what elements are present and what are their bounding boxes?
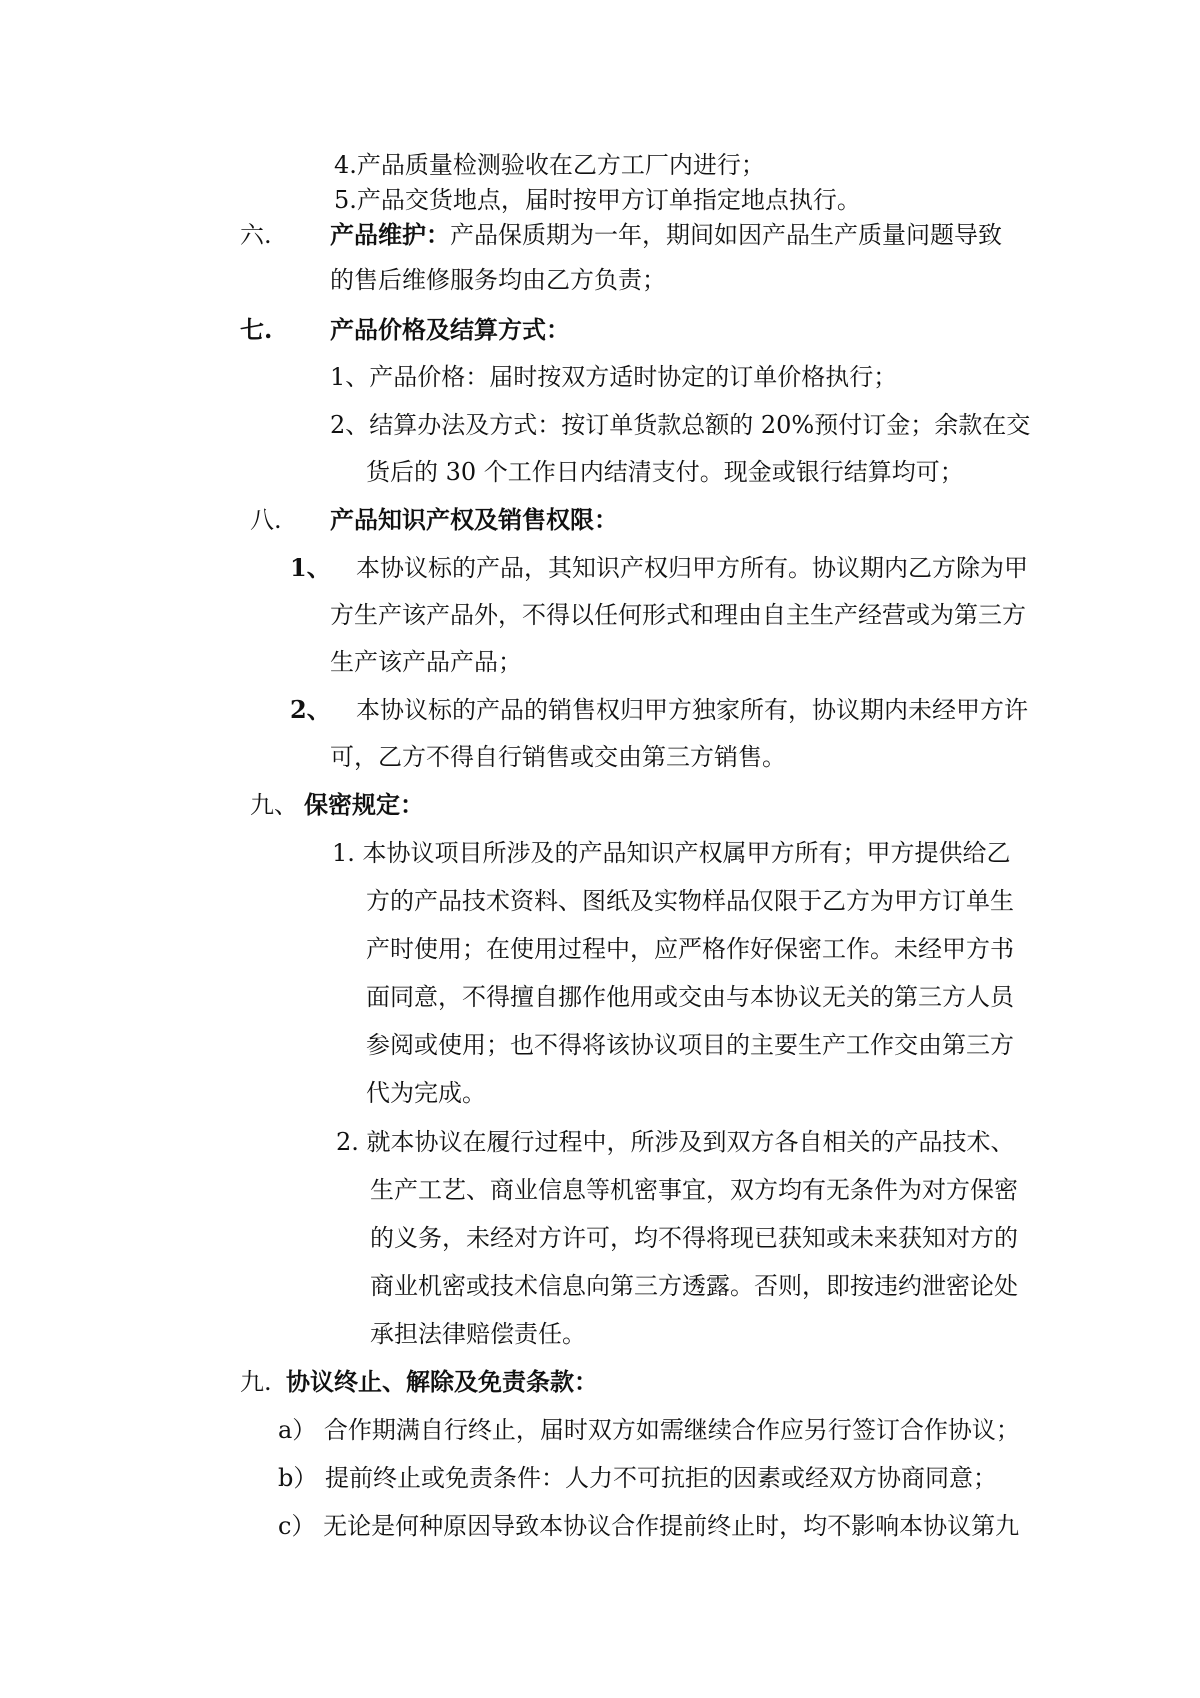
s9-title: 保密规定： [304,790,424,819]
s9-item-1-line-2: 方的产品技术资料、图纸及实物样品仅限于乙方为甲方订单生 [366,887,1014,915]
s9-item-2-line-1: 2. 就本协议在履行过程中，所涉及到双方各自相关的产品技术、 [336,1128,1015,1156]
s7-item-2-line-1: 2、结算办法及方式：按订单货款总额的 20%预付订金；余款在交 [330,411,1031,439]
s10-title: 协议终止、解除及免责条款： [286,1367,598,1396]
s8-item-1-line-1: 本协议标的产品，其知识产权归甲方所有。协议期内乙方除为甲 [356,554,1028,582]
s9-item-2-line-2: 生产工艺、商业信息等机密事宜，双方均有无条件为对方保密 [370,1176,1018,1204]
s6-number: 六. [240,221,272,249]
s8-item-2-line-1: 本协议标的产品的销售权归甲方独家所有，协议期内未经甲方许 [356,696,1028,724]
s7-number: 七. [240,315,273,344]
s6-text-1: 产品保质期为一年，期间如因产品生产质量问题导致 [450,221,1002,249]
s10-item-a: a） 合作期满自行终止，届时双方如需继续合作应另行签订合作协议； [278,1416,1020,1444]
s9-item-1-line-3: 产时使用；在使用过程中，应严格作好保密工作。未经甲方书 [366,935,1014,963]
s8-item-2-number: 2、 [290,695,331,724]
s8-item-2-line-2: 可，乙方不得自行销售或交由第三方销售。 [330,743,786,771]
s5-item-5: 5.产品交货地点，届时按甲方订单指定地点执行。 [334,186,861,214]
s9-item-1-line-4: 面同意，不得擅自挪作他用或交由与本协议无关的第三方人员 [366,983,1014,1011]
s8-item-1-number: 1、 [290,553,331,582]
s9-item-2-line-4: 商业机密或技术信息向第三方透露。否则，即按违约泄密论处 [370,1272,1018,1300]
s9-item-2-line-5: 承担法律赔偿责任。 [370,1320,586,1348]
s6-line-1 [330,220,1002,250]
s7-title: 产品价格及结算方式： [330,315,570,344]
s6-line-2: 的售后维修服务均由乙方负责； [330,266,666,294]
s8-item-1-line-3: 生产该产品产品； [330,648,522,676]
s10-number: 九. [240,1368,272,1396]
s8-item-1-line-2: 方生产该产品外，不得以任何形式和理由自主生产经营或为第三方 [330,601,1026,629]
s7-item-2-line-2: 货后的 30 个工作日内结清支付。现金或银行结算均可； [366,458,964,486]
s8-number: 八. [250,506,282,534]
s7-item-1: 1、产品价格：届时按双方适时协定的订单价格执行； [330,363,898,391]
s5-item-4: 4.产品质量检测验收在乙方工厂内进行； [334,151,765,179]
s6-title: 产品维护： [330,220,450,249]
s8-title: 产品知识产权及销售权限： [330,505,618,534]
s9-item-1-line-6: 代为完成。 [366,1079,486,1107]
s9-item-1-line-5: 参阅或使用；也不得将该协议项目的主要生产工作交由第三方 [366,1031,1014,1059]
s9-number: 九、 [250,791,298,819]
s10-item-c: c） 无论是何种原因导致本协议合作提前终止时，均不影响本协议第九 [278,1512,1020,1540]
s10-item-b: b） 提前终止或免责条件：人力不可抗拒的因素或经双方协商同意； [278,1464,997,1492]
s9-item-1-line-1: 1. 本协议项目所涉及的产品知识产权属甲方所有；甲方提供给乙 [332,839,1011,867]
s9-item-2-line-3: 的义务，未经对方许可，均不得将现已获知或未来获知对方的 [370,1224,1018,1252]
